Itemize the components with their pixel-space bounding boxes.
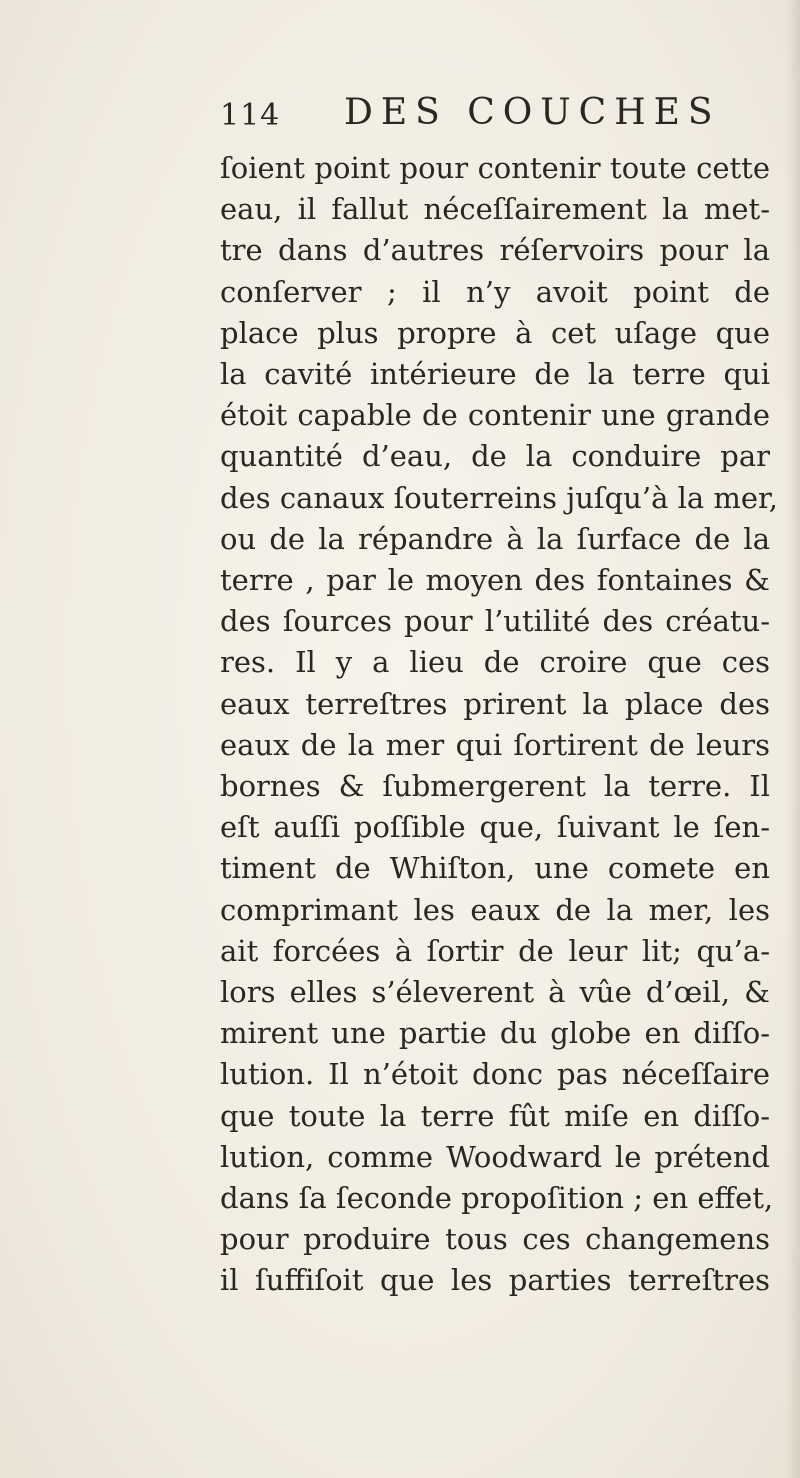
text-line: place plus propre à cet uſage que xyxy=(220,315,770,350)
text-line: ou de la répandre à la ſurface de la xyxy=(220,521,770,556)
text-line: conſerver ; il n’y avoit point de xyxy=(220,274,770,309)
text-line: eau, il fallut néceſſairement la met- xyxy=(220,192,770,227)
text-line: terre , par le moyen des fontaines & xyxy=(220,563,770,598)
text-line: lution. Il n’étoit donc pas néceſſaire xyxy=(220,1057,770,1092)
text-line: dans ſa ſeconde propoſition ; en effet, xyxy=(220,1181,774,1216)
text-line: lors elles s’éleverent à vûe d’œil, & xyxy=(220,975,770,1010)
text-line: res. Il y a lieu de croire que ces xyxy=(220,645,770,680)
text-line: mirent une partie du globe en diſſo- xyxy=(220,1016,770,1051)
text-line: pour produire tous ces changemens xyxy=(220,1222,770,1257)
body-text xyxy=(220,148,778,1302)
text-line: étoit capable de contenir une grande xyxy=(220,398,770,433)
text-line: comprimant les eaux de la mer, les xyxy=(220,892,770,927)
text-line: bornes & ſubmergerent la terre. Il xyxy=(220,769,770,804)
text-line: des canaux ſouterreins juſqu’à la mer, xyxy=(220,480,778,515)
text-line: eaux terreſtres prirent la place des xyxy=(220,686,770,721)
text-line: timent de Whiſton, une comete en xyxy=(220,851,770,886)
text-line: la cavité intérieure de la terre qui xyxy=(220,357,770,392)
page-number: 114 xyxy=(220,98,281,133)
text-line: lution, comme Woodward le prétend xyxy=(220,1139,770,1174)
text-line: que toute la terre fût miſe en diſſo- xyxy=(220,1098,770,1133)
text-line: quantité d’eau, de la conduire par xyxy=(220,439,770,474)
text-line: ſoient point pour contenir toute cette xyxy=(220,151,770,185)
page-edge-shadow xyxy=(786,0,800,1478)
running-title: DES COUCHES xyxy=(344,92,721,133)
text-line: tre dans d’autres réſervoirs pour la xyxy=(220,233,770,268)
text-line: eſt auſſi poſſible que, ſuivant le ſen- xyxy=(220,810,770,845)
text-line: il ſuffiſoit que les parties terreſtres xyxy=(220,1263,770,1298)
page-header xyxy=(220,92,780,142)
text-line: eaux de la mer qui ſortirent de leurs xyxy=(220,727,770,762)
text-line: des ſources pour l’utilité des créatu- xyxy=(220,604,770,639)
text-line: ait forcées à ſortir de leur lit; qu’a- xyxy=(220,933,770,968)
